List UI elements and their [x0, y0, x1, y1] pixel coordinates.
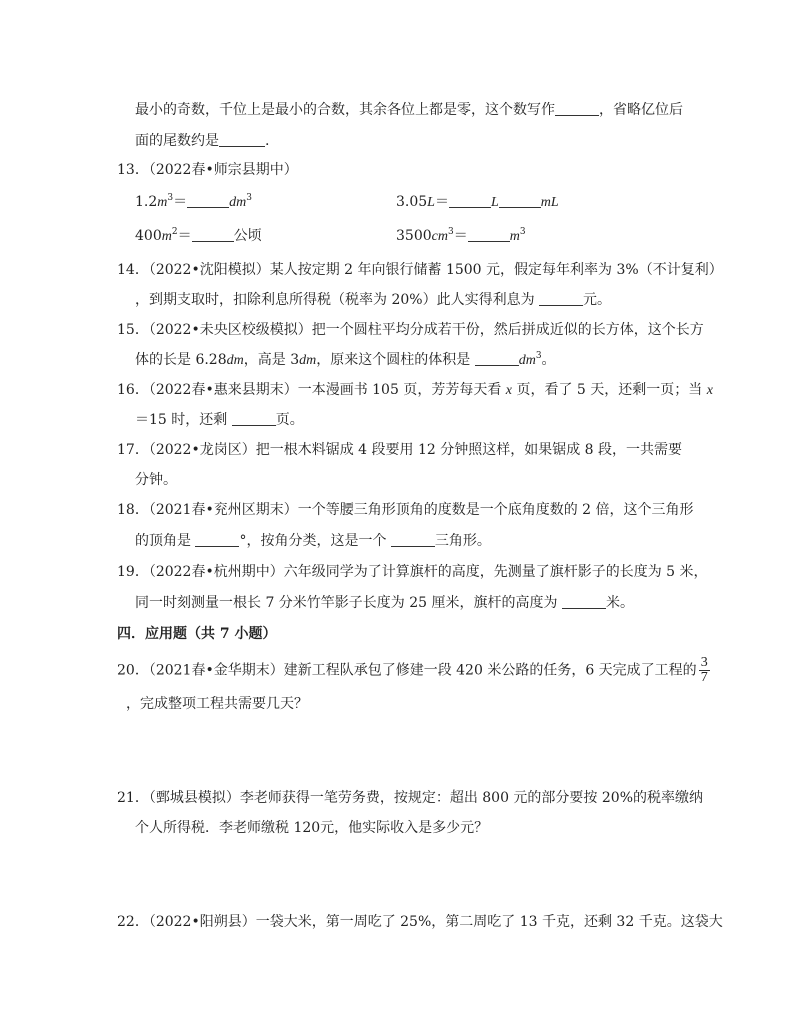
q14-line1: 14．（2022•沈阳模拟）某人按定期 2 年向银行储蓄 1500 元，假定每年利率为 3%（不计复利） — [117, 262, 723, 278]
answer-blank — [539, 291, 583, 306]
q21-line2: 个人所得税．李老师缴税 120元，他实际收入是多少元？ — [135, 820, 489, 836]
fraction: $\frac{3}{7}$ — [700, 655, 708, 685]
section-heading: 四．应用题（共 7 小题） — [117, 626, 277, 642]
answer-blank — [187, 193, 229, 208]
q13-item-b: 3.05L＝ L mL — [396, 194, 559, 210]
answer-blank — [499, 193, 541, 208]
q13-heading: 13．（2022春•师宗县期中） — [117, 162, 298, 178]
answer-blank — [449, 193, 491, 208]
answer-blank — [219, 132, 265, 147]
answer-blank — [475, 351, 519, 366]
q15-line1: 15．（2022•未央区校级模拟）把一个圆柱平均分成若干份，然后拼成近似的长方体，这个长方 — [117, 322, 704, 338]
q13-item-c: $400m^2=$ 公顷 — [135, 227, 262, 244]
q12-line1: 最小的奇数，千位上是最小的合数，其余各位上都是零，这个数写作 ，省略亿位后 — [135, 102, 683, 118]
q19-line2: 同一时刻测量一根长 7 分米竹竿影子长度为 25 厘米，旗杆的高度为 米。 — [135, 595, 634, 611]
answer-blank — [232, 411, 276, 426]
q17-line1: 17．（2022•龙岗区）把一根木料锯成 4 段要用 12 分钟照这样，如果锯成 8 段，一共需要 — [117, 442, 683, 458]
q13-item-a: $1.2m^3= dm^3$ — [135, 193, 252, 210]
q16-line2: ＝15 时，还剩 页。 — [135, 412, 304, 428]
answer-blank — [391, 532, 435, 547]
q12-line2: 面的尾数约是 . — [135, 133, 270, 149]
q19-line1: 19．（2022春•杭州期中）六年级同学为了计算旗杆的高度，先测量了旗杆影子的长度为 5 米， — [117, 564, 708, 580]
q18-line2: 的顶角是 °，按角分类，这是一个 三角形。 — [135, 533, 491, 549]
q20-line1: 20．（2021春•金华期末）建新工程队承包了修建一段 420 米公路的任务，6 天完成了工程的 $\frac{3}{7}$ — [117, 655, 708, 685]
q22-line1: 22．（2022•阳朔县）一袋大米，第一周吃了 25%，第二周吃了 13 千克，还剩 32 千克。这袋大 — [117, 914, 723, 930]
q14-line2: ，到期支取时，扣除利息所得税（税率为 20%）此人实得利息为 元。 — [135, 292, 612, 308]
answer-blank — [562, 594, 606, 609]
q18-line1: 18．（2021春•兖州区期末）一个等腰三角形顶角的度数是一个底角度数的 2 倍，这个三角形 — [117, 502, 694, 518]
answer-blank — [192, 227, 234, 242]
answer-blank — [195, 532, 239, 547]
q20-line2: ，完成整项工程共需要几天？ — [126, 696, 308, 712]
q17-line2: 分钟。 — [135, 472, 177, 488]
q16-line1: 16．（2022春•惠来县期末）一本漫画书 105 页，芳芳每天看 x 页，看了 5 天，还剩一页；当 x — [117, 382, 713, 398]
answer-blank — [555, 101, 599, 116]
q21-line1: 21．（鄄城县模拟）李老师获得一笔劳务费，按规定：超出 800 元的部分要按 20%的税率缴纳 — [117, 790, 704, 806]
answer-blank — [468, 227, 510, 242]
q13-item-d: $3500cm^3= m^3$ — [396, 227, 526, 244]
q15-line2: 体的长是 6.28dm，高是 3dm，原来这个圆柱的体积是 $dm^3$。 — [135, 351, 556, 368]
